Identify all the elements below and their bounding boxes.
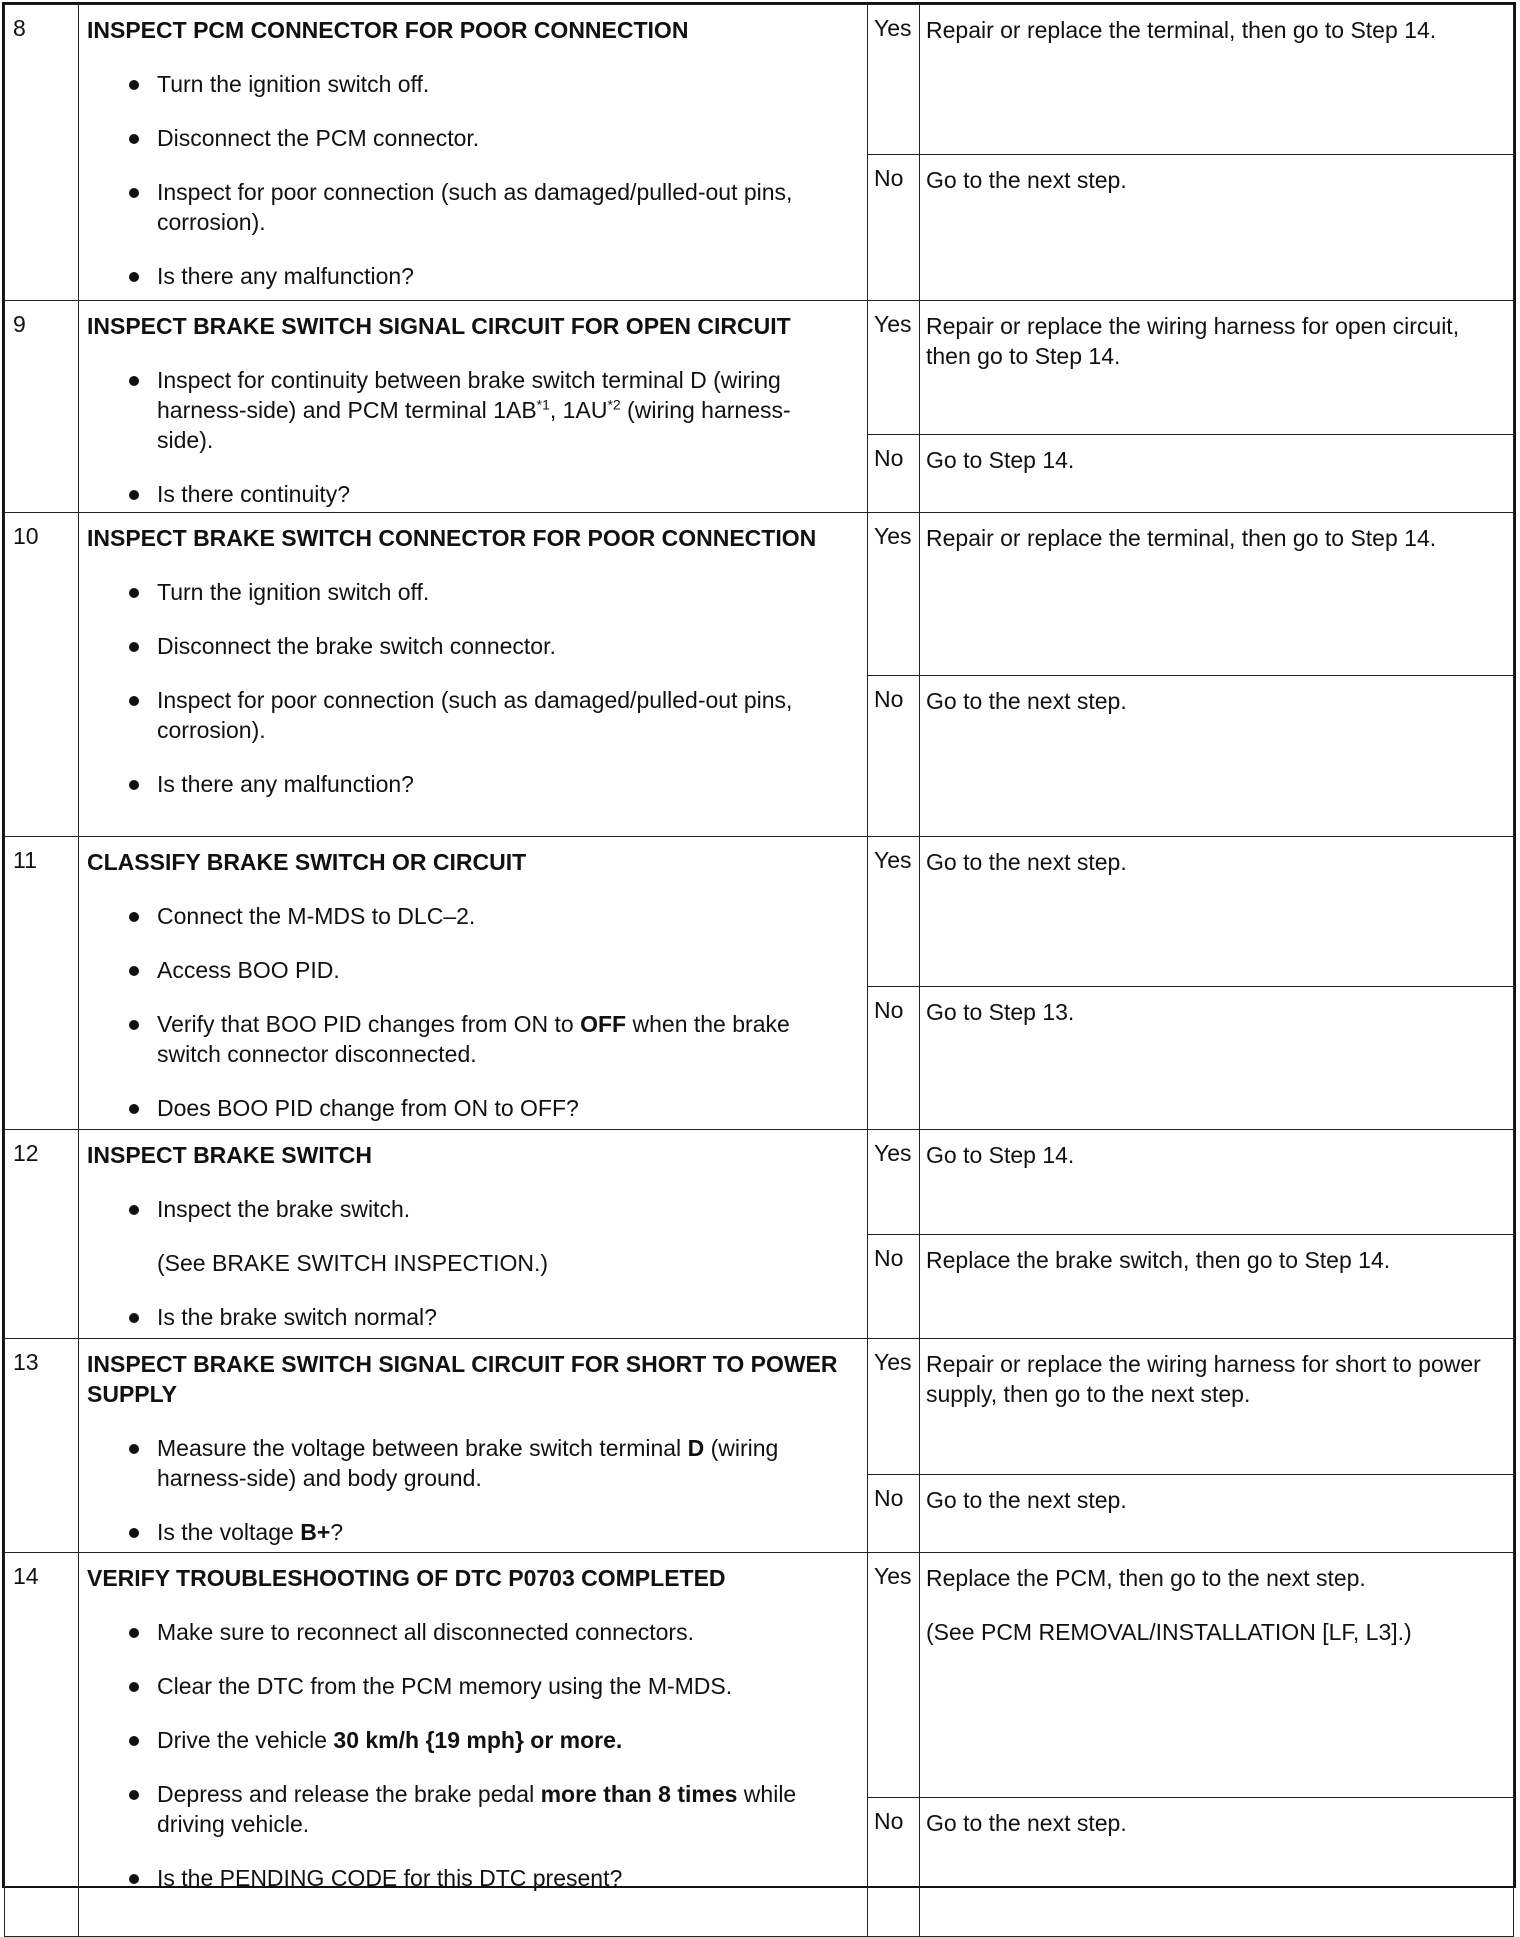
step-action [79, 1553, 868, 1937]
yes-result-text: Replace the PCM, then go to the next step. [926, 1565, 1366, 1591]
yes-label: Yes [868, 1130, 920, 1235]
no-label: No [868, 1235, 920, 1339]
yes-label: Yes [868, 301, 920, 435]
step-action [79, 1339, 868, 1553]
instruction-item: Turn the ignition switch off. [79, 69, 867, 99]
instruction-item: Inspect for poor connection (such as damaged/pulled-out pins, corrosion). [79, 177, 867, 237]
emphasis-text: more than 8 times [540, 1781, 738, 1807]
no-label: No [868, 435, 920, 513]
instruction-text: Measure the voltage between brake switch terminal [157, 1435, 688, 1461]
instruction-item [79, 1725, 867, 1755]
step-action [79, 837, 868, 1130]
step-row-14 [5, 1553, 1514, 1798]
step-number: 11 [5, 837, 79, 1130]
no-result: Go to the next step. [920, 155, 1514, 301]
instruction-text: Is the voltage [157, 1519, 301, 1545]
step-instructions [79, 365, 867, 509]
instruction-item: Access BOO PID. [79, 955, 867, 985]
yes-label: Yes [868, 1553, 920, 1798]
step-action [79, 513, 868, 837]
instruction-item: Is there any malfunction? [79, 261, 867, 291]
yes-label: Yes [868, 837, 920, 987]
no-label: No [868, 987, 920, 1130]
instruction-text: while driving vehicle. [157, 1781, 797, 1837]
yes-result: Repair or replace the wiring harness for short to power supply, then go to the next step. [920, 1339, 1514, 1475]
step-row-13 [5, 1339, 1514, 1475]
yes-label: Yes [868, 5, 920, 155]
yes-result: Go to the next step. [920, 837, 1514, 987]
instruction-item: Connect the M-MDS to DLC–2. [79, 901, 867, 931]
step-row-9 [5, 301, 1514, 435]
no-label: No [868, 1798, 920, 1937]
step-row-12 [5, 1130, 1514, 1235]
instruction-item [79, 1779, 867, 1839]
instruction-text: Depress and release the brake pedal [157, 1781, 541, 1807]
instruction-item: Inspect for poor connection (such as damaged/pulled-out pins, corrosion). [79, 685, 867, 745]
instruction-text: ? [330, 1519, 344, 1545]
step-number: 9 [5, 301, 79, 513]
step-instructions [79, 901, 867, 1123]
troubleshooting-table [4, 4, 1514, 1937]
no-result: Replace the brake switch, then go to Step 14. [920, 1235, 1514, 1339]
step-title: INSPECT BRAKE SWITCH [87, 1142, 372, 1168]
step-title: CLASSIFY BRAKE SWITCH OR CIRCUIT [87, 849, 527, 875]
footnote-mark: *1 [536, 396, 550, 413]
step-number: 13 [5, 1339, 79, 1553]
instruction-item: Disconnect the brake switch connector. [79, 631, 867, 661]
instruction-item: Turn the ignition switch off. [79, 577, 867, 607]
step-instructions [79, 577, 867, 799]
yes-result: Repair or replace the terminal, then go to Step 14. [920, 513, 1514, 676]
no-result: Go to the next step. [920, 1475, 1514, 1553]
step-number: 14 [5, 1553, 79, 1937]
step-title: INSPECT PCM CONNECTOR FOR POOR CONNECTION [87, 17, 689, 43]
instruction-item [79, 1009, 867, 1069]
step-row-11 [5, 837, 1514, 987]
no-result: Go to the next step. [920, 1798, 1514, 1937]
step-row-8 [5, 5, 1514, 155]
step-action [79, 301, 868, 513]
instruction-item: Is the PENDING CODE for this DTC present? [79, 1863, 867, 1893]
instruction-text: Verify that BOO PID changes from ON to [157, 1011, 581, 1037]
instruction-text: Inspect for continuity between brake switch terminal D (wiring harness-side) and PCM terminal 1AB [157, 367, 781, 423]
instruction-item [79, 1517, 867, 1547]
yes-result-note: (See PCM REMOVAL/INSTALLATION [LF, L3].) [926, 1619, 1412, 1645]
instruction-item [79, 1433, 867, 1493]
step-title: INSPECT BRAKE SWITCH SIGNAL CIRCUIT FOR OPEN CIRCUIT [87, 313, 791, 339]
step-instructions [79, 1433, 867, 1547]
instruction-item: Make sure to reconnect all disconnected connectors. [79, 1617, 867, 1647]
instruction-item: Is the brake switch normal? [79, 1302, 867, 1332]
instruction-note: (See BRAKE SWITCH INSPECTION.) [157, 1250, 549, 1276]
instruction-item: Inspect the brake switch. [79, 1194, 867, 1224]
emphasis-text: D [687, 1435, 705, 1461]
no-result: Go to Step 14. [920, 435, 1514, 513]
instruction-item: Clear the DTC from the PCM memory using the M-MDS. [79, 1671, 867, 1701]
no-result: Go to Step 13. [920, 987, 1514, 1130]
step-instructions [79, 1617, 867, 1893]
emphasis-text: 30 km/h {19 mph} or more. [333, 1727, 623, 1753]
step-number: 10 [5, 513, 79, 837]
yes-result: Go to Step 14. [920, 1130, 1514, 1235]
instruction-text: (wiring harness-side). [157, 397, 791, 453]
yes-label: Yes [868, 1339, 920, 1475]
yes-result: Repair or replace the wiring harness for open circuit, then go to Step 14. [920, 301, 1514, 435]
step-title: INSPECT BRAKE SWITCH SIGNAL CIRCUIT FOR SHORT TO POWER SUPPLY [87, 1351, 838, 1407]
step-title: INSPECT BRAKE SWITCH CONNECTOR FOR POOR CONNECTION [87, 525, 817, 551]
step-title: VERIFY TROUBLESHOOTING OF DTC P0703 COMPLETED [87, 1565, 726, 1591]
footnote-mark: *2 [607, 396, 621, 413]
instruction-item: Is there continuity? [79, 479, 867, 509]
instruction-item: Does BOO PID change from ON to OFF? [79, 1093, 867, 1123]
no-label: No [868, 1475, 920, 1553]
step-instructions [79, 1194, 867, 1332]
emphasis-text: B+ [300, 1519, 331, 1545]
step-row-10 [5, 513, 1514, 676]
instruction-item: Disconnect the PCM connector. [79, 123, 867, 153]
step-number: 12 [5, 1130, 79, 1339]
yes-label: Yes [868, 513, 920, 676]
yes-result [920, 1553, 1514, 1798]
step-number: 8 [5, 5, 79, 301]
no-label: No [868, 155, 920, 301]
step-action [79, 5, 868, 301]
yes-result: Repair or replace the terminal, then go to Step 14. [920, 5, 1514, 155]
instruction-item: Is there any malfunction? [79, 769, 867, 799]
step-instructions [79, 69, 867, 291]
step-action [79, 1130, 868, 1339]
instruction-text: , 1AU [549, 397, 608, 423]
instruction-text: (wiring harness-side) and body ground. [157, 1435, 779, 1491]
troubleshooting-document [2, 2, 1516, 1891]
instruction-item [79, 365, 867, 455]
no-label: No [868, 676, 920, 837]
instruction-text: when the brake switch connector disconnected. [157, 1011, 790, 1067]
no-result: Go to the next step. [920, 676, 1514, 837]
instruction-text: Drive the vehicle [157, 1727, 334, 1753]
emphasis-text: OFF [580, 1011, 627, 1037]
